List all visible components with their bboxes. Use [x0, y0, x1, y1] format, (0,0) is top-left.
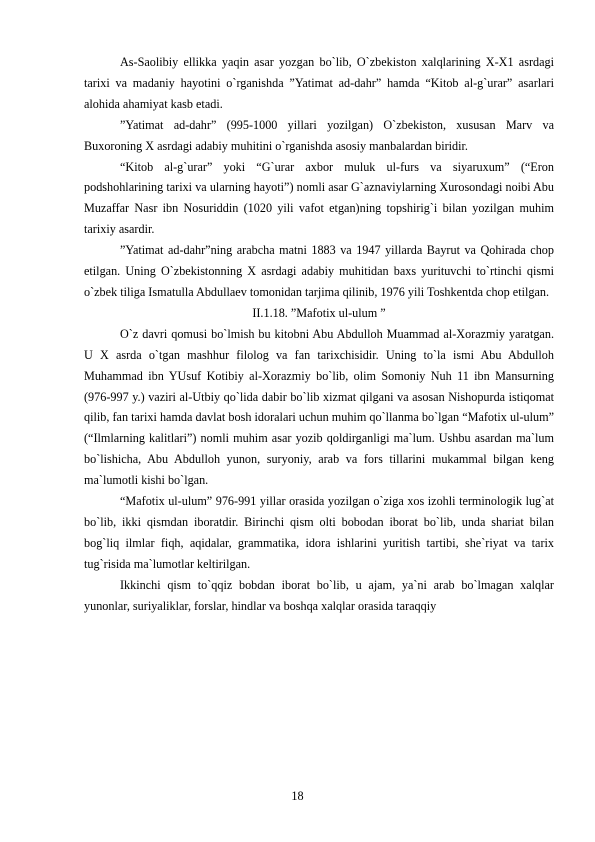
paragraph-second-part: Ikkinchi qism to`qqiz bobdan iborat bo`lib, u ajam, ya`ni arab bo`lmagan xalqlar yunonlar, suriyaliklar, forslar, hindlar va boshqa xalqlar orasida taraqqiy	[84, 577, 554, 613]
page-body	[84, 52, 554, 616]
paragraph-kitob-al-gurar: “Kitob al-g`urar” yoki “G`urar axbor muluk ul-furs va siyaruxum” (“Eron podshohlarining tarixi va ularning hayoti”) nomli asar G`aznaviylarning Xurosondagi noibi Abu Muzaffar Nasr ibn Nosuriddin (1020 yili vafot etgan)ning topshirig`i bilan yozilgan muhim tarixiy asardir.	[84, 159, 554, 237]
paragraph-mafotix-structure: “Mafotix ul-ulum” 976-991 yillar orasida yozilgan o`ziga xos izohli terminologik lug`at bo`lib, ikki qismdan iboratdir. Birinchi qism olti bobodan iborat bo`lib, unda shariat bilan bog`liq ilmlar fiqh, aqidalar, grammatika, idora ishlarini yuritish tartibi, she`riyat va tarix tug`risida ma`lumotlar keltirilgan.	[84, 494, 554, 571]
paragraph-mafotix-author: O`z davri qomusi bo`lmish bu kitobni Abu Abdulloh Muammad al-Xorazmiy yaratgan. U X asrda o`tgan mashhur filolog va fan tarixchisidir. Uning to`la ismi Abu Abdulloh Muhammad ibn YUsuf Kotibiy al-Xorazmiy bo`lib, olim Somoniy Nuh 11 ibn Mansurning (976-997 y.) vaziri al-Utbiy qo`lida dabir bo`lib xizmat qilgani va asosan Nishopurda istiqomat qilib, fan tarixi hamda davlat bosh idoralari uchun muhim qo`llanma bo`lgan “Mafotix ul-ulum” (“Ilmlarning kalitlari”) nomli muhim asar yozib qoldirganligi ma`lum. Ushbu asardan ma`lum bo`lishicha, Abu Abdulloh yunon, suryoniy, arab va fors tillarini mukammal bilgan keng ma`lumotli kishi bo`lgan.	[84, 326, 554, 488]
paragraph-yatimat-dating: ”Yatimat ad-dahr” (995-1000 yillari yozilgan) O`zbekiston, xususan Marv va Buxoroning X asrdagi adabiy muhitini o`rganishda asosiy manbalardan biridir.	[84, 117, 554, 153]
paragraph-saolibiy-works: As-Saolibiy ellikka yaqin asar yozgan bo`lib, O`zbekiston xalqlarining X-X1 asrdagi tarixi va madaniy hayotini o`rganishda ”Yatimat ad-dahr” hamda “Kitob al-g`urar” asarlari alohida ahamiyat kasb etadi.	[84, 55, 554, 111]
page-number: 18	[291, 789, 304, 803]
section-heading: II.1.18. ”Mafotix ul-ulum ”	[252, 305, 386, 320]
paragraph-yatimat-editions: ”Yatimat ad-dahr”ning arabcha matni 1883 va 1947 yillarda Bayrut va Qohirada chop etilgan. Uning O`zbekistonning X asrdagi adabiy muhitidan baxs yurituvchi to`rtinchi qismi o`zbek tiliga Ismatulla Abdullaev tomonidan tarjima qilinib, 1976 yili Toshkentda chop etilgan.	[84, 243, 554, 299]
